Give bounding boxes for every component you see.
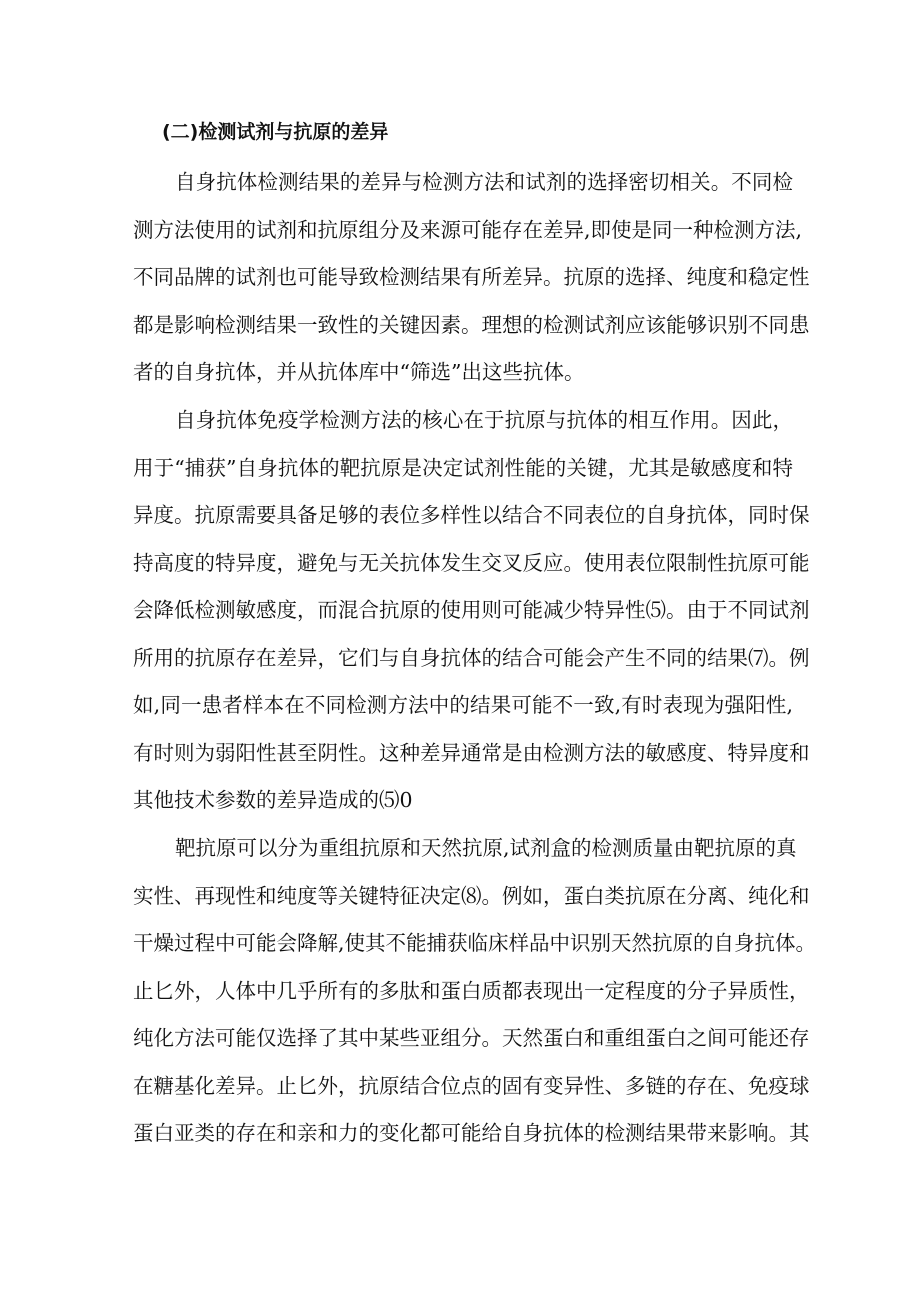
text-line: 如,同一患者样本在不同检测方法中的结果可能不一致,有时表现为强阳性,: [133, 693, 793, 717]
text-line: 在糖基化差异。止匕外，抗原结合位点的固有变异性、多链的存在、免疫球: [133, 1074, 810, 1098]
text-line: 测方法使用的试剂和抗原组分及来源可能存在差异,即使是同一种检测方法,: [133, 218, 803, 242]
text-line: 持高度的特异度，避免与无关抗体发生交叉反应。使用表位限制性抗原可能: [133, 551, 810, 575]
text-line: 用于“捕获”自身抗体的靶抗原是决定试剂性能的关键，尤其是敏感度和特: [133, 456, 793, 480]
text-line: 干燥过程中可能会降解,使其不能捕获临床样品中识别天然抗原的自身抗体。: [133, 931, 817, 955]
text-line: 不同品牌的试剂也可能导致检测结果有所差异。抗原的选择、纯度和稳定性: [133, 265, 810, 289]
text-line: 会降低检测敏感度，而混合抗原的使用则可能减少特异性⑸。由于不同试剂: [133, 598, 810, 622]
text-line: 都是影响检测结果一致性的关键因素。理想的检测试剂应该能够识别不同患: [133, 313, 810, 337]
text-line: 有时则为弱阳性甚至阴性。这种差异通常是由检测方法的敏感度、特异度和: [133, 741, 810, 765]
text-line: 纯化方法可能仅选择了其中某些亚组分。天然蛋白和重组蛋白之间可能还存: [133, 1026, 810, 1050]
text-line: 自身抗体检测结果的差异与检测方法和试剂的选择密切相关。不同检: [175, 170, 793, 194]
text-line: 止匕外，人体中几乎所有的多肽和蛋白质都表现出一定程度的分子异质性，: [133, 979, 810, 1003]
section-heading: (二)检测试剂与抗原的差异: [162, 121, 389, 143]
text-line: 靶抗原可以分为重组抗原和天然抗原,试剂盒的检测质量由靶抗原的真: [175, 836, 797, 860]
text-line: 蛋白亚类的存在和亲和力的变化都可能给自身抗体的检测结果带来影响。其: [133, 1121, 810, 1145]
text-line: 实性、再现性和纯度等关键特征决定⑻。例如，蛋白类抗原在分离、纯化和: [133, 884, 810, 908]
text-line: 所用的抗原存在差异，它们与自身抗体的结合可能会产生不同的结果⑺。例: [133, 646, 810, 670]
text-line: 者的自身抗体，并从抗体库中“筛选”出这些抗体。: [133, 360, 585, 384]
text-line: 其他技术参数的差异造成的⑸0: [133, 788, 413, 812]
text-line: 自身抗体免疫学检测方法的核心在于抗原与抗体的相互作用。因此，: [175, 408, 793, 432]
text-line: 异度。抗原需要具备足够的表位多样性以结合不同表位的自身抗体，同时保: [133, 503, 810, 527]
